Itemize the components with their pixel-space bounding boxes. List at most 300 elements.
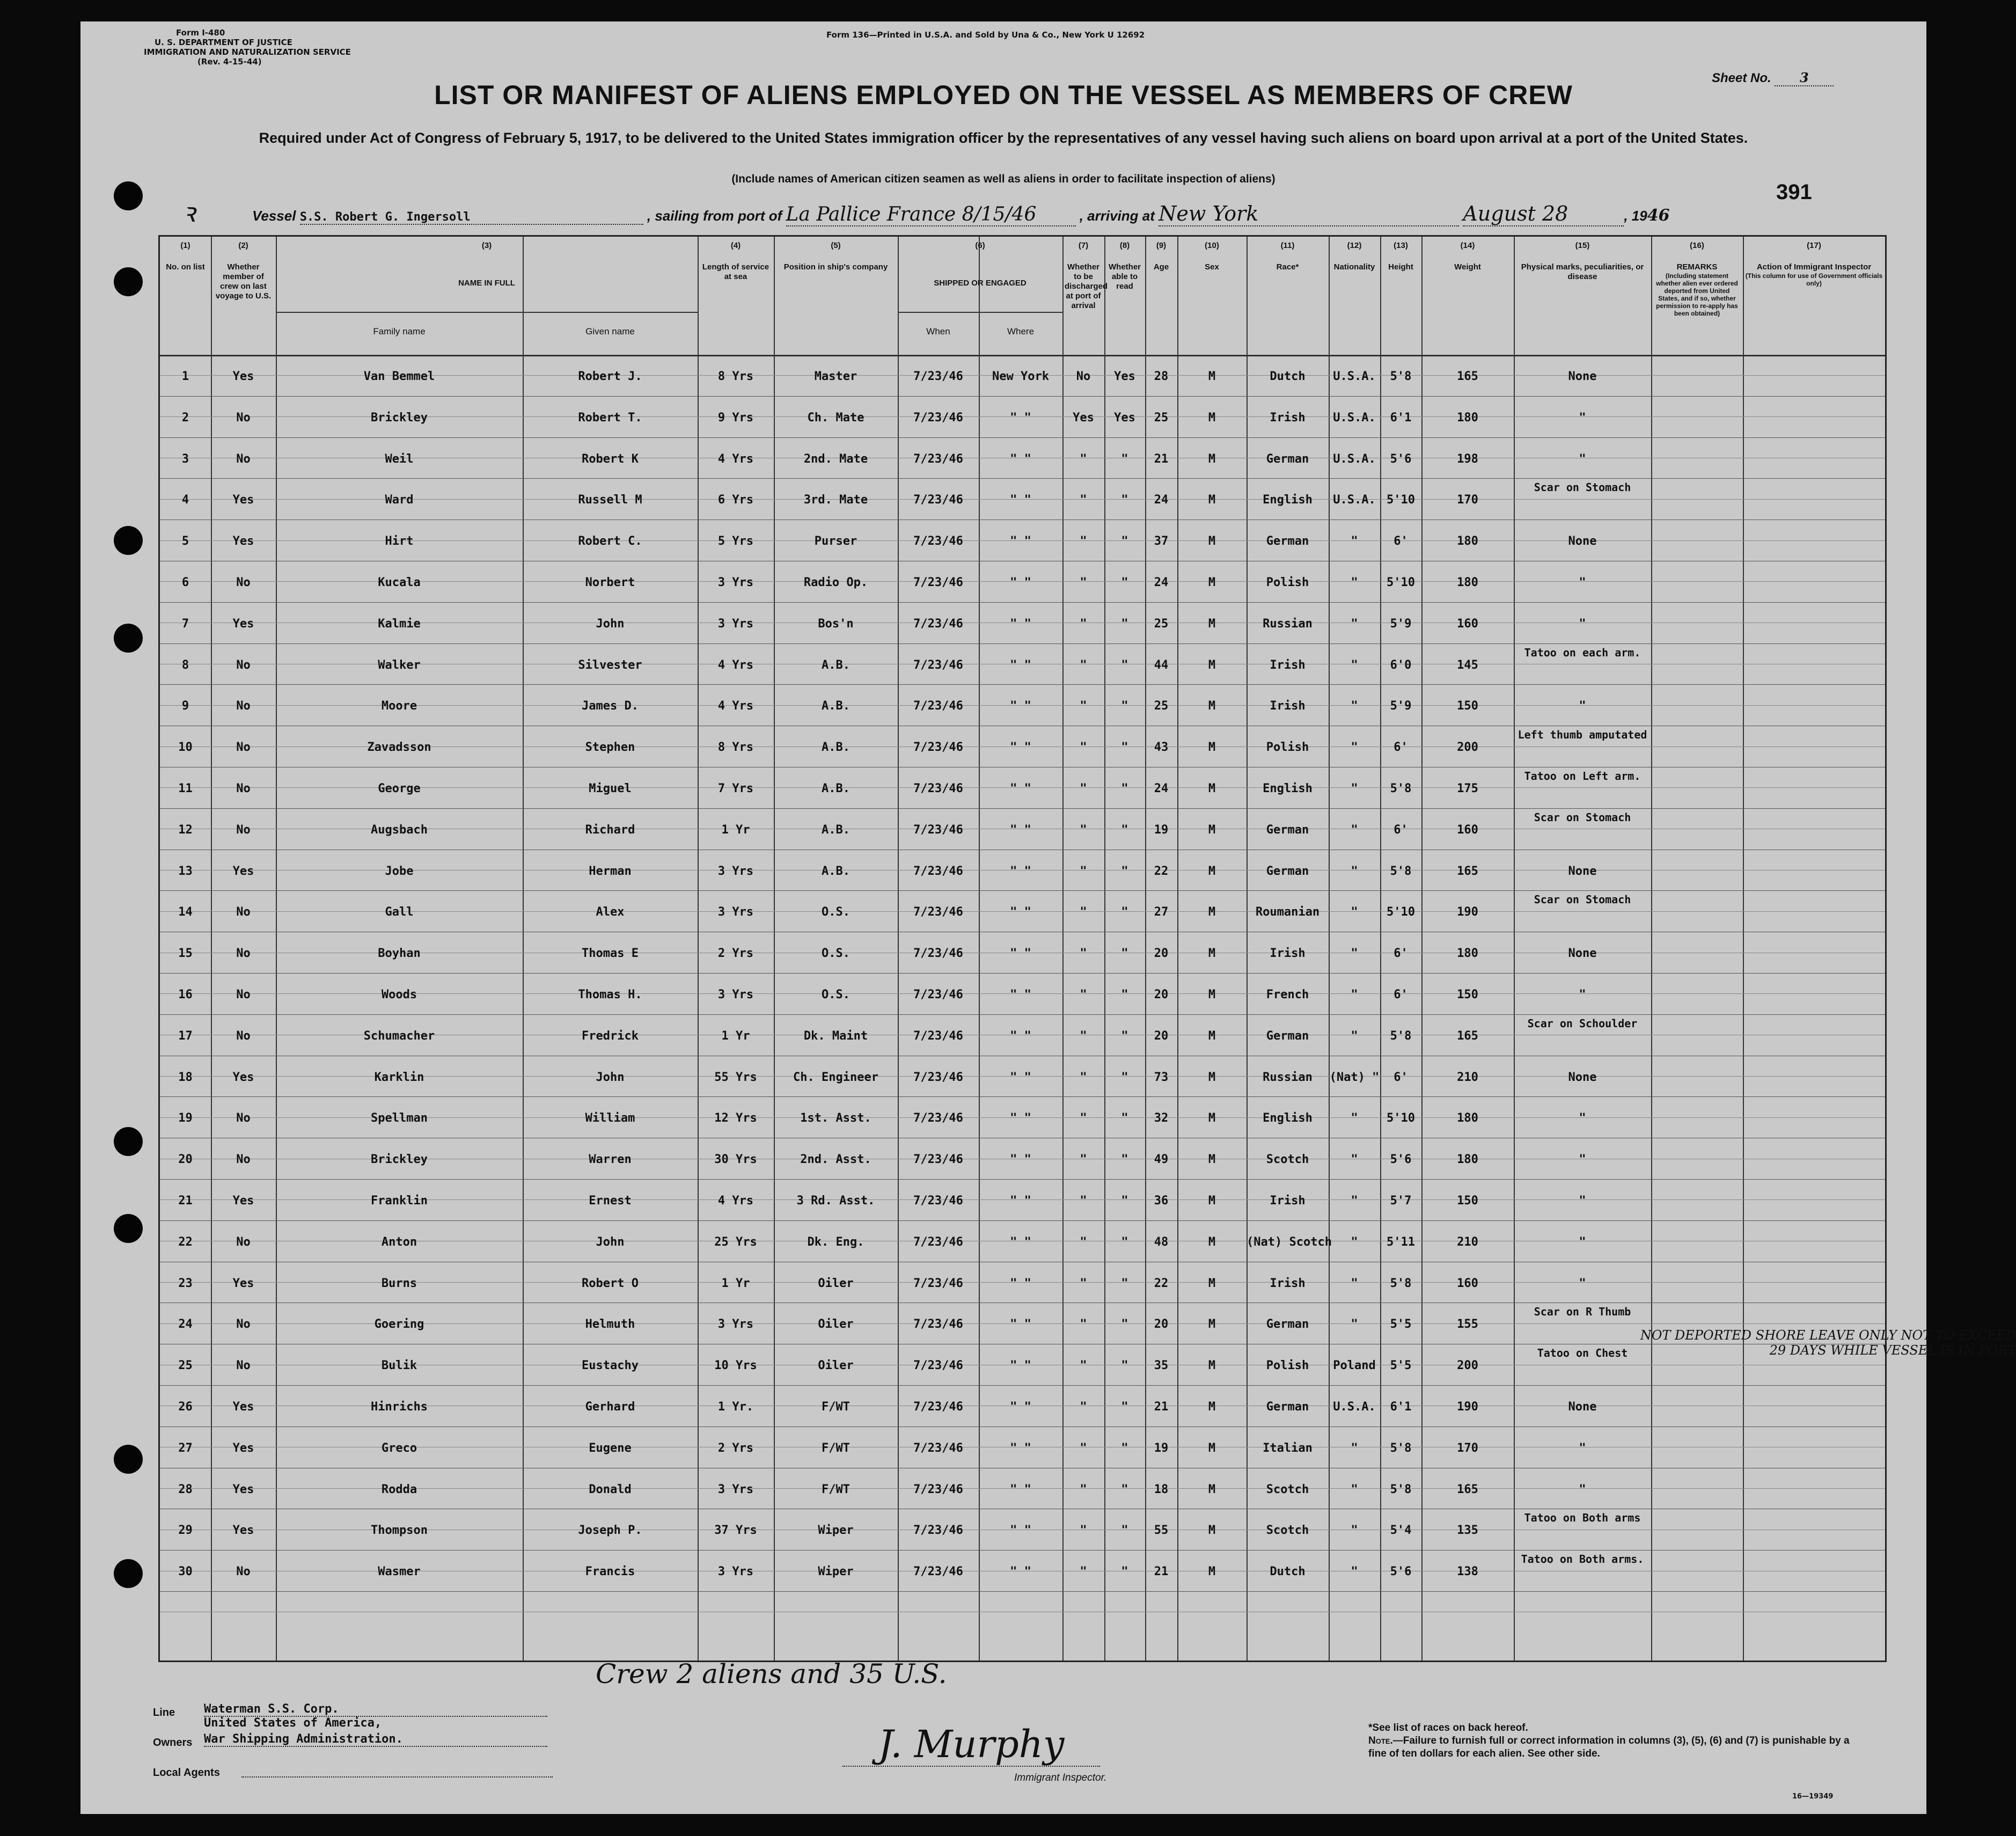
cell-marks: Tatoo on Left arm. xyxy=(1524,770,1641,782)
cell-sex: M xyxy=(1208,411,1216,425)
cell-marks: " xyxy=(1579,1111,1586,1125)
cell-family: Spellman xyxy=(371,1111,428,1125)
cell-no: 7 xyxy=(181,617,189,631)
vessel-name: S.S. Robert G. Ingersoll xyxy=(300,210,643,225)
cell-discharged: " xyxy=(1080,1276,1087,1290)
cell-nationality: " xyxy=(1351,1318,1358,1332)
cell-when: 7/23/46 xyxy=(913,493,963,507)
cell-nationality: U.S.A. xyxy=(1333,370,1376,383)
cell-race: Polish xyxy=(1266,741,1309,755)
cell-prev: No xyxy=(236,452,251,466)
cell-family: Zavadsson xyxy=(367,741,431,755)
cell-age: 21 xyxy=(1154,452,1169,466)
cell-nationality: " xyxy=(1351,576,1358,589)
cell-given: William xyxy=(585,1111,635,1125)
cell-marks: Scar on Schoulder xyxy=(1527,1016,1638,1030)
table-row xyxy=(160,561,1885,602)
cell-sex: M xyxy=(1208,1318,1216,1332)
cell-where: " " xyxy=(1010,658,1031,672)
cell-height: 5'5 xyxy=(1390,1318,1412,1332)
cell-nationality: " xyxy=(1351,1194,1358,1208)
manifest-title: LIST OR MANIFEST OF ALIENS EMPLOYED ON THE VESSEL AS MEMBERS OF CREW xyxy=(434,80,1573,110)
cell-read: " xyxy=(1121,1359,1128,1373)
cell-given: Herman xyxy=(589,864,632,878)
cell-given: James D. xyxy=(582,699,639,713)
cell-family: Rodda xyxy=(381,1482,417,1496)
cell-discharged: " xyxy=(1080,988,1087,1001)
cell-when: 7/23/46 xyxy=(913,947,963,961)
table-row xyxy=(160,437,1885,479)
cell-nationality: U.S.A. xyxy=(1333,493,1376,507)
cell-read: " xyxy=(1121,864,1128,878)
cell-family: Hirt xyxy=(385,535,414,548)
cell-race: Irish xyxy=(1270,699,1306,713)
cell-service: 12 Yrs xyxy=(714,1111,757,1125)
cell-race: Scotch xyxy=(1266,1482,1309,1496)
cell-height: 5'8 xyxy=(1390,1029,1412,1043)
cell-service: 3 Yrs xyxy=(717,988,754,1001)
cell-weight: 160 xyxy=(1457,823,1478,837)
table-row xyxy=(160,767,1885,808)
cell-race: Dutch xyxy=(1270,370,1306,383)
cell-read: " xyxy=(1121,1029,1128,1043)
cell-weight: 155 xyxy=(1457,1318,1478,1332)
cell-where: " " xyxy=(1010,576,1031,589)
cell-height: 6' xyxy=(1394,741,1408,755)
cell-prev: Yes xyxy=(232,1400,254,1414)
arrival-date: August 28 xyxy=(1463,202,1624,226)
column-header xyxy=(1651,241,1743,317)
cell-age: 21 xyxy=(1154,1565,1169,1579)
column-header xyxy=(276,241,698,288)
cell-position: O.S. xyxy=(822,905,850,919)
binder-hole xyxy=(114,1445,143,1474)
cell-service: 6 Yrs xyxy=(717,493,754,507)
cell-position: A.B. xyxy=(822,782,850,795)
cell-discharged: " xyxy=(1080,905,1087,919)
cell-no: 11 xyxy=(178,782,193,795)
cell-no: 29 xyxy=(178,1524,193,1538)
cell-given: Richard xyxy=(585,823,635,837)
cell-given: John xyxy=(596,1235,625,1249)
cell-weight: 198 xyxy=(1457,452,1478,466)
column-label: Whether to be discharged at port of arrival xyxy=(1065,262,1108,310)
cell-where: " " xyxy=(1010,411,1031,425)
cell-marks: Scar on R Thumb xyxy=(1534,1305,1631,1319)
cell-marks: None xyxy=(1568,535,1597,548)
column-header xyxy=(1145,241,1177,272)
column-number: (6) xyxy=(975,241,985,250)
column-number: (5) xyxy=(831,241,841,250)
cell-sex: M xyxy=(1208,1070,1216,1084)
cell-weight: 170 xyxy=(1457,493,1478,507)
cell-height: 5'10 xyxy=(1387,493,1415,507)
cell-where: " " xyxy=(1010,741,1031,755)
cell-prev: Yes xyxy=(232,1482,254,1496)
cell-prev: No xyxy=(236,782,251,795)
cell-read: Yes xyxy=(1114,411,1135,425)
cell-position: Oiler xyxy=(818,1359,854,1373)
column-number: (9) xyxy=(1156,241,1167,250)
cell-age: 20 xyxy=(1154,1318,1169,1332)
cell-discharged: " xyxy=(1080,1111,1087,1125)
cell-no: 5 xyxy=(181,535,189,548)
table-row xyxy=(160,478,1885,520)
footer-owners-line1: United States of America, xyxy=(204,1716,382,1730)
footer-local-agents-label: Local Agents xyxy=(153,1767,220,1779)
cell-service: 1 Yr xyxy=(721,823,750,837)
cell-where: " " xyxy=(1010,1153,1031,1167)
column-subnote: (This column for use of Government officials only) xyxy=(1745,272,1883,287)
sailing-label: , sailing from port of xyxy=(647,208,782,224)
cell-remarks: NOT DEPORTED SHORE LEAVE ONLY NOT TO EXCEED 29 DAYS WHILE VESSEL IS IN PORT xyxy=(1640,1328,2016,1358)
cell-read: " xyxy=(1121,1400,1128,1414)
cell-where: " " xyxy=(1010,1111,1031,1125)
cell-given: Robert C. xyxy=(578,535,642,548)
cell-given: Norbert xyxy=(585,576,635,589)
cell-family: Moore xyxy=(381,699,417,713)
cell-when: 7/23/46 xyxy=(913,782,963,795)
cell-discharged: " xyxy=(1080,452,1087,466)
page-number: 391 xyxy=(1776,180,1812,204)
cell-age: 22 xyxy=(1154,1276,1169,1290)
cell-marks: Tatoo on Chest xyxy=(1537,1347,1628,1360)
column-label: Whether member of crew on last voyage to U.S. xyxy=(215,262,272,301)
column-label: Length of service at sea xyxy=(702,262,769,281)
cell-position: 2nd. Mate xyxy=(803,452,868,466)
column-header xyxy=(698,241,774,282)
department-name: U. S. DEPARTMENT OF JUSTICE xyxy=(155,38,292,47)
cell-discharged: " xyxy=(1080,741,1087,755)
binder-hole xyxy=(114,181,143,210)
cell-discharged: " xyxy=(1080,658,1087,672)
cell-where: " " xyxy=(1010,1565,1031,1579)
cell-sex: M xyxy=(1208,782,1216,795)
cell-read: " xyxy=(1121,1441,1128,1455)
cell-age: 48 xyxy=(1154,1235,1169,1249)
cell-no: 22 xyxy=(178,1235,193,1249)
column-label: Height xyxy=(1388,262,1413,272)
cell-read: " xyxy=(1121,1235,1128,1249)
cell-nationality: U.S.A. xyxy=(1333,452,1376,466)
cell-no: 30 xyxy=(178,1565,193,1579)
cell-discharged: " xyxy=(1080,1482,1087,1496)
cell-age: 73 xyxy=(1154,1070,1169,1084)
cell-marks: " xyxy=(1579,1482,1586,1496)
cell-when: 7/23/46 xyxy=(913,823,963,837)
cell-when: 7/23/46 xyxy=(913,1524,963,1538)
cell-age: 28 xyxy=(1154,370,1169,383)
cell-race: German xyxy=(1266,864,1309,878)
cell-read: " xyxy=(1121,452,1128,466)
cell-discharged: " xyxy=(1080,782,1087,795)
cell-discharged: " xyxy=(1080,1194,1087,1208)
cell-height: 6'0 xyxy=(1390,658,1412,672)
cell-no: 15 xyxy=(178,947,193,961)
column-header xyxy=(1062,241,1108,311)
cell-height: 5'6 xyxy=(1390,1153,1412,1167)
cell-position: A.B. xyxy=(822,823,850,837)
cell-height: 6' xyxy=(1394,823,1408,837)
cell-sex: M xyxy=(1208,493,1216,507)
cell-read: " xyxy=(1121,1276,1128,1290)
cell-age: 24 xyxy=(1154,576,1169,589)
cell-family: Van Bemmel xyxy=(363,370,435,383)
cell-weight: 165 xyxy=(1457,1029,1478,1043)
cell-age: 49 xyxy=(1154,1153,1169,1167)
cell-given: Donald xyxy=(589,1482,632,1496)
cell-marks: Left thumb amputated xyxy=(1518,728,1647,742)
cell-where: " " xyxy=(1010,905,1031,919)
cell-when: 7/23/46 xyxy=(913,1029,963,1043)
cell-no: 14 xyxy=(178,905,193,919)
column-label: Action of Immigrant Inspector xyxy=(1756,262,1872,272)
cell-position: 2nd. Asst. xyxy=(800,1153,871,1167)
cell-service: 3 Yrs xyxy=(717,1565,754,1579)
cell-prev: No xyxy=(236,576,251,589)
cell-sex: M xyxy=(1208,947,1216,961)
cell-family: Karklin xyxy=(374,1070,424,1084)
cell-position: Dk. Maint xyxy=(803,1029,868,1043)
cell-nationality: " xyxy=(1351,864,1358,878)
cell-race: Scotch xyxy=(1266,1524,1309,1538)
cell-age: 43 xyxy=(1154,741,1169,755)
binder-hole xyxy=(114,1214,143,1243)
cell-race: Italian xyxy=(1263,1441,1313,1455)
cell-position: Ch. Engineer xyxy=(793,1070,878,1084)
cell-prev: Yes xyxy=(232,370,254,383)
cell-sex: M xyxy=(1208,1194,1216,1208)
cell-marks: " xyxy=(1579,1235,1586,1249)
cell-prev: No xyxy=(236,699,251,713)
column-header xyxy=(211,241,276,301)
cell-service: 9 Yrs xyxy=(717,411,754,425)
cell-weight: 180 xyxy=(1457,947,1478,961)
column-header xyxy=(774,241,898,272)
binder-hole xyxy=(114,526,143,555)
cell-height: 5'11 xyxy=(1387,1235,1415,1249)
cell-nationality: Poland xyxy=(1333,1359,1376,1373)
column-header xyxy=(1421,241,1514,272)
column-header xyxy=(1380,241,1421,272)
cell-age: 36 xyxy=(1154,1194,1169,1208)
cell-race: German xyxy=(1266,1318,1309,1332)
cell-prev: No xyxy=(236,947,251,961)
subheader-rule xyxy=(898,312,1062,313)
cell-where: " " xyxy=(1010,1359,1031,1373)
cell-marks: " xyxy=(1579,452,1586,466)
cell-position: A.B. xyxy=(822,741,850,755)
include-note: (Include names of American citizen seamen as well as aliens in order to facilitate inspection of aliens) xyxy=(731,173,1275,185)
cell-family: Thompson xyxy=(371,1524,428,1538)
cell-race: English xyxy=(1263,493,1313,507)
column-number: (13) xyxy=(1394,241,1408,250)
cell-age: 27 xyxy=(1154,905,1169,919)
cell-family: Anton xyxy=(381,1235,417,1249)
column-label: Weight xyxy=(1454,262,1481,272)
cell-family: Burns xyxy=(381,1276,417,1290)
cell-family: Franklin xyxy=(371,1194,428,1208)
cell-position: O.S. xyxy=(822,947,850,961)
cell-where: " " xyxy=(1010,1276,1031,1290)
row-rule xyxy=(160,1591,1885,1592)
cell-marks: " xyxy=(1579,617,1586,631)
cell-no: 9 xyxy=(181,699,189,713)
cell-service: 25 Yrs xyxy=(714,1235,757,1249)
cell-nationality: " xyxy=(1351,617,1358,631)
manifest-subtitle: Required under Act of Congress of February 5, 1917, to be delivered to the United States immigration officer by the representatives of any vessel having such aliens on board upon arrival at a port of the United States. xyxy=(259,130,1748,146)
note-text: —Failure to furnish full or correct information in columns (3), (5), (6) and (7) is punishable by a fine of ten dollars for each alien. See other side. xyxy=(1368,1735,1850,1759)
cell-family: Kucala xyxy=(378,576,421,589)
cell-position: Oiler xyxy=(818,1276,854,1290)
cell-given: Helmuth xyxy=(585,1318,635,1332)
cell-when: 7/23/46 xyxy=(913,658,963,672)
cell-prev: No xyxy=(236,1318,251,1332)
cell-no: 2 xyxy=(181,411,189,425)
table-row xyxy=(160,1328,2016,1385)
cell-service: 8 Yrs xyxy=(717,370,754,383)
cell-sex: M xyxy=(1208,617,1216,631)
cell-read: " xyxy=(1121,1565,1128,1579)
cell-read: " xyxy=(1121,947,1128,961)
cell-given: Stephen xyxy=(585,741,635,755)
column-number: (8) xyxy=(1119,241,1130,250)
cell-position: F/WT xyxy=(822,1482,850,1496)
cell-service: 55 Yrs xyxy=(714,1070,757,1084)
cell-given: Russell M xyxy=(578,493,642,507)
table-row xyxy=(160,520,1885,561)
printer-line: Form 136—Printed in U.S.A. and Sold by Una & Co., New York U 12692 xyxy=(826,30,1145,40)
cell-when: 7/23/46 xyxy=(913,452,963,466)
binder-hole xyxy=(114,267,143,296)
cell-sex: M xyxy=(1208,1111,1216,1125)
cell-given: Gerhard xyxy=(585,1400,635,1414)
cell-given: Warren xyxy=(589,1153,632,1167)
column-label: NAME IN FULL xyxy=(458,279,515,288)
cell-prev: Yes xyxy=(232,1524,254,1538)
cell-prev: No xyxy=(236,988,251,1001)
form-header-block xyxy=(144,28,351,67)
cell-discharged: " xyxy=(1080,699,1087,713)
cell-given: John xyxy=(596,617,625,631)
crew-table xyxy=(158,235,2016,1662)
cell-read: " xyxy=(1121,905,1128,919)
cell-service: 1 Yr xyxy=(721,1029,750,1043)
cell-when: 7/23/46 xyxy=(913,535,963,548)
column-number: (16) xyxy=(1690,241,1704,250)
crew-summary: Crew 2 aliens and 35 U.S. xyxy=(596,1658,947,1689)
cell-where: New York xyxy=(992,370,1049,383)
column-header xyxy=(1177,241,1247,272)
cell-read: " xyxy=(1121,1070,1128,1084)
table-row xyxy=(160,643,1885,685)
cell-nationality: " xyxy=(1351,1111,1358,1125)
cell-where: " " xyxy=(1010,1318,1031,1332)
cell-height: 5'10 xyxy=(1387,1111,1415,1125)
cell-age: 25 xyxy=(1154,699,1169,713)
cell-marks: " xyxy=(1579,411,1586,425)
cell-weight: 150 xyxy=(1457,988,1478,1001)
cell-read: " xyxy=(1121,535,1128,548)
cell-height: 6'1 xyxy=(1390,411,1412,425)
column-header xyxy=(1104,241,1145,291)
cell-where: " " xyxy=(1010,1194,1031,1208)
column-label: Whether able to read xyxy=(1109,262,1141,291)
table-row xyxy=(160,1096,1885,1138)
cell-prev: Yes xyxy=(232,535,254,548)
cell-read: " xyxy=(1121,699,1128,713)
cell-no: 23 xyxy=(178,1276,193,1290)
cell-when: 7/23/46 xyxy=(913,576,963,589)
cell-weight: 150 xyxy=(1457,699,1478,713)
cell-marks: None xyxy=(1568,370,1597,383)
cell-marks: Scar on Stomach xyxy=(1534,810,1631,824)
cell-height: 5'8 xyxy=(1390,370,1412,383)
table-row xyxy=(160,1179,1885,1220)
cell-height: 5'9 xyxy=(1390,617,1412,631)
cell-weight: 160 xyxy=(1457,1276,1478,1290)
cell-prev: Yes xyxy=(232,1441,254,1455)
cell-marks: " xyxy=(1579,699,1586,713)
cell-marks: " xyxy=(1579,1153,1586,1167)
cell-marks: Scar on Stomach xyxy=(1534,893,1631,906)
cell-height: 5'8 xyxy=(1390,1482,1412,1496)
column-label: No. on list xyxy=(166,262,205,272)
cell-marks: " xyxy=(1579,1194,1586,1208)
cell-family: Walker xyxy=(378,658,421,672)
cell-height: 5'6 xyxy=(1390,1565,1412,1579)
arrival-year: 46 xyxy=(1647,206,1670,225)
cell-weight: 190 xyxy=(1457,1400,1478,1414)
cell-sex: M xyxy=(1208,1276,1216,1290)
cell-weight: 170 xyxy=(1457,1441,1478,1455)
column-label: Race* xyxy=(1276,262,1299,272)
cell-no: 25 xyxy=(178,1359,193,1373)
cell-age: 25 xyxy=(1154,617,1169,631)
cell-service: 2 Yrs xyxy=(717,947,754,961)
footer-line-label: Line xyxy=(153,1707,175,1718)
sheet-number-label: Sheet No. xyxy=(1712,71,1771,85)
cell-nationality: " xyxy=(1351,1276,1358,1290)
cell-height: 6' xyxy=(1394,947,1408,961)
cell-discharged: " xyxy=(1080,1359,1087,1373)
cell-weight: 200 xyxy=(1457,741,1478,755)
cell-no: 27 xyxy=(178,1441,193,1455)
cell-race: German xyxy=(1266,535,1309,548)
cell-family: Hinrichs xyxy=(371,1400,428,1414)
cell-sex: M xyxy=(1208,699,1216,713)
cell-when: 7/23/46 xyxy=(913,1276,963,1290)
cell-given: Joseph P. xyxy=(578,1524,642,1538)
column-header xyxy=(1329,241,1380,272)
column-number: (17) xyxy=(1807,241,1821,250)
cell-read: " xyxy=(1121,1111,1128,1125)
cell-marks: Tatoo on each arm. xyxy=(1524,646,1641,659)
subheader-rule xyxy=(276,312,698,313)
table-row xyxy=(160,1385,1885,1427)
cell-service: 3 Yrs xyxy=(717,864,754,878)
cell-race: Irish xyxy=(1270,1276,1306,1290)
cell-no: 8 xyxy=(181,658,189,672)
cell-height: 5'8 xyxy=(1390,782,1412,795)
cell-weight: 180 xyxy=(1457,411,1478,425)
cell-service: 4 Yrs xyxy=(717,658,754,672)
cell-family: Brickley xyxy=(371,1153,428,1167)
cell-when: 7/23/46 xyxy=(913,370,963,383)
cell-when: 7/23/46 xyxy=(913,741,963,755)
cell-race: German xyxy=(1266,823,1309,837)
column-number: (14) xyxy=(1460,241,1475,250)
